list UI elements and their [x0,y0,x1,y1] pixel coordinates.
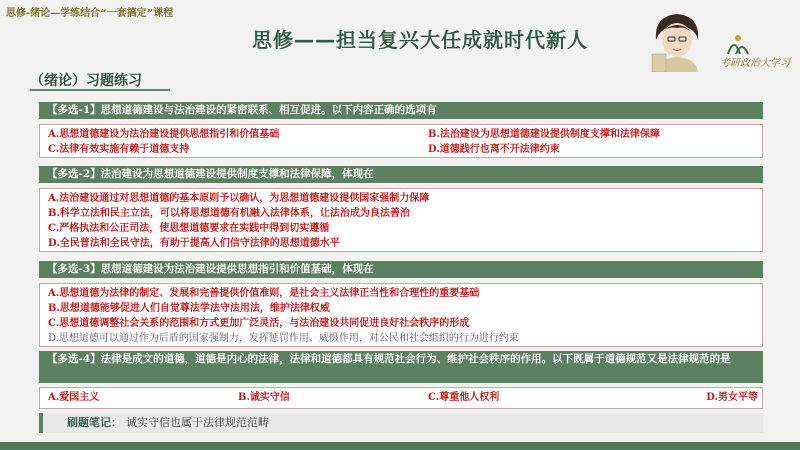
q3-option-c: C.思想道德调整社会关系的范围和方式更加广泛灵活，与法治建设共同促进良好社会秩序的形成 [48,318,470,329]
q2-option-a: A.法治建设通过对思想道德的基本原则予以确认，为思想道德建设提供国家强制力保障 [48,193,430,204]
question-1-options [39,124,763,158]
q2-option-b: B.科学立法和民主立法，可以将思想道德有机融入法律体系，让法治成为良法善治 [48,208,410,219]
q1-option-c: C.法律有效实施有赖于道德支持 [48,144,190,155]
question-4-prompt: 【多选-4】法律是成文的道德，道德是内心的法律，法律和道德都具有规范社会行为、维护社会秩序的作用。以下既属于道德规范又是法律规范的是 [39,351,763,383]
study-note-text: 诚实守信也属于法律规范范畴 [126,416,269,429]
question-1-prompt: 【多选-1】思想道德建设与法治建设的紧密联系、相互促进。以下内容正确的选项有 [39,102,763,119]
q4-option-c: C.尊重他人权利 [428,392,500,403]
section-underline [30,89,170,91]
study-note-label: 刷题笔记： [67,416,122,429]
question-4-options [39,387,763,409]
q4-option-b: B.诚实守信 [238,392,290,403]
brand-text: 考研政治大学习 [720,58,790,69]
q2-option-c: C.严格执法和公正司法，使思想道德要求在实践中得到切实遵循 [48,223,330,234]
bottom-stripe [0,442,800,450]
q1-option-a: A.思想道德建设为法治建设提供思想指引和价值基础 [48,129,280,140]
question-3-options [39,283,763,347]
q3-option-a: A.思想道德为法律的制定、发展和完善提供价值准则，是社会主义法律正当性和合理性的重要基础 [48,288,480,299]
question-2-options [39,188,763,252]
question-3-prompt: 【多选-3】思想道德建设为法治建设提供思想指引和价值基础，体现在 [39,261,763,278]
presenter-avatar [648,10,706,72]
page-title: 思修——担当复兴大任成就时代新人 [252,28,588,52]
study-note [39,413,763,433]
q4-option-d: D.男女平等 [706,392,758,403]
q3-option-b: B.思想道德能够促进人们自觉尊法学法守法用法，维护法律权威 [48,303,330,314]
section-title: （绪论）习题练习 [30,73,142,89]
question-2-prompt: 【多选-2】法治建设为思想道德建设提供制度支撑和法律保障，体现在 [39,166,763,183]
q4-option-a: A.爱国主义 [48,392,100,403]
q1-option-d: D.道德践行也离不开法律约束 [428,144,560,155]
q2-option-d: D.全民普法和全民守法，有助于提高人们信守法律的思想道德水平 [48,238,340,249]
q1-option-b: B.法治建设为思想道德建设提供制度支撑和法律保障 [428,129,660,140]
course-title: 思修-绪论—学练结合“一套搞定”课程 [6,8,174,19]
q3-option-d: D.思想道德可以通过作为后盾的国家强制力，发挥惩罚作用、威慑作用，对公民和社会组织的行为进行约束 [48,333,519,344]
